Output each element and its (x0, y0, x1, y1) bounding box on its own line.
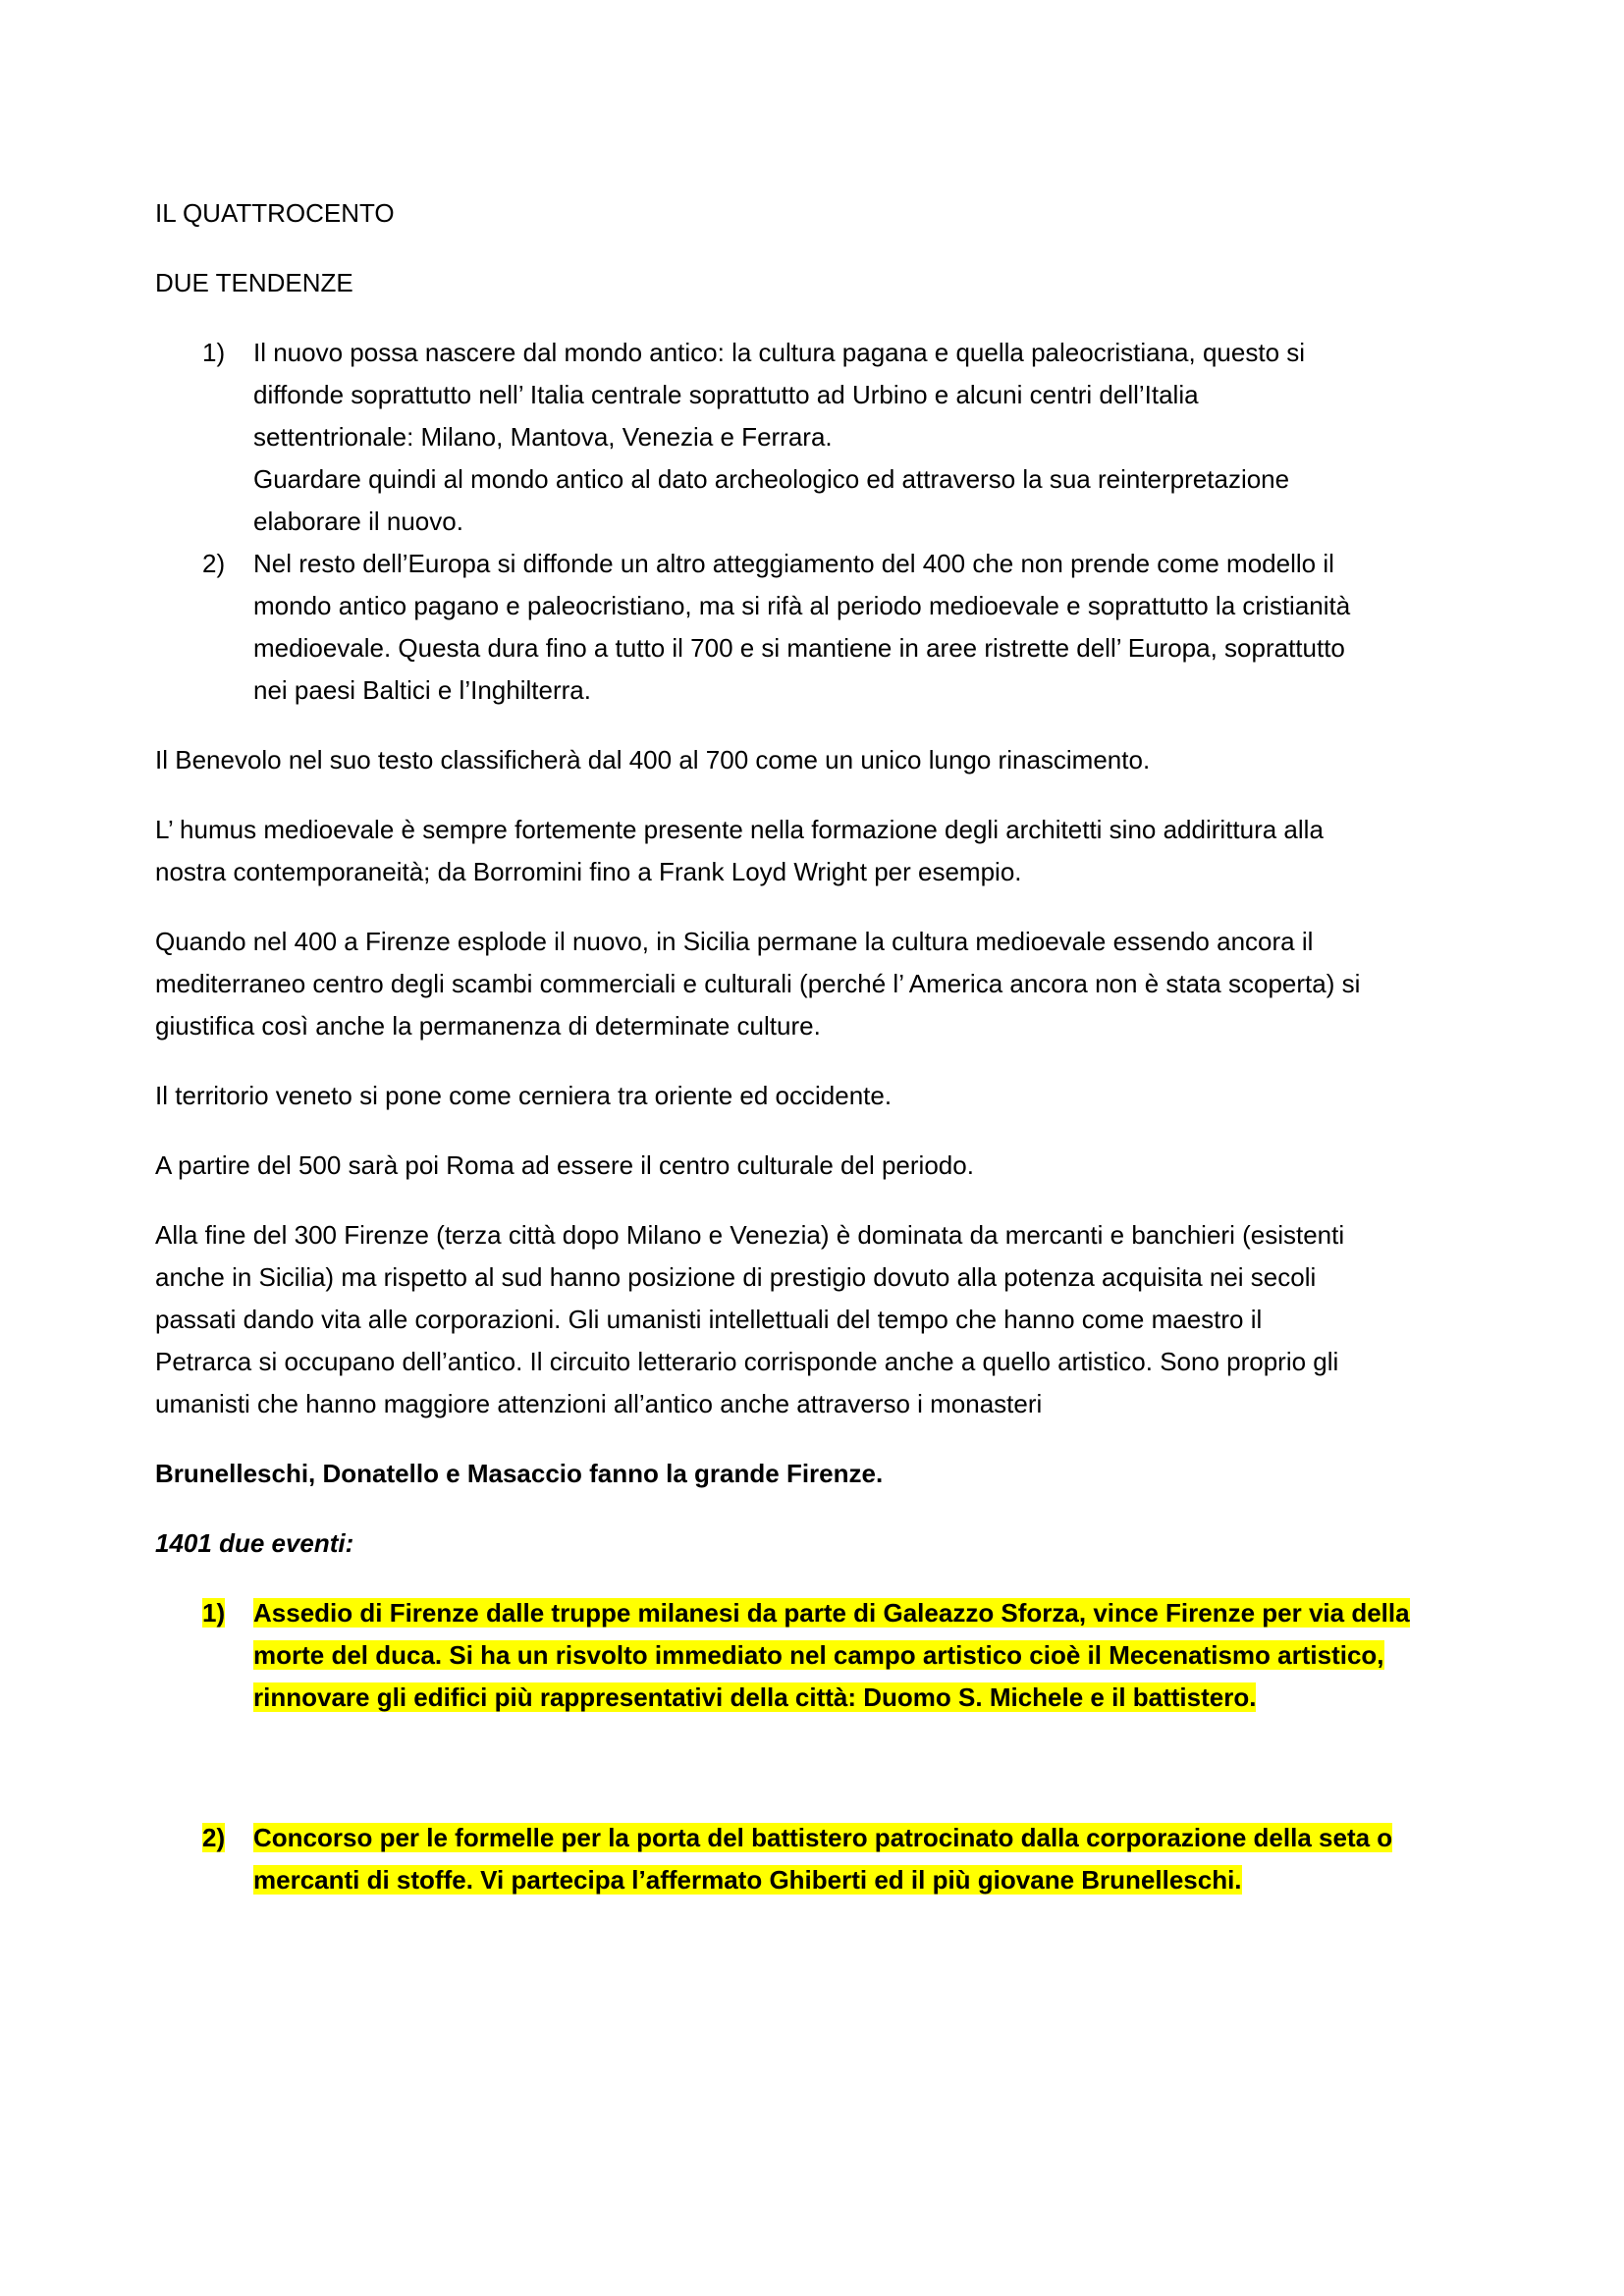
highlighted-number: 2) (202, 1823, 226, 1852)
events-heading: 1401 due eventi: (155, 1528, 354, 1558)
tendenze-list (155, 332, 1481, 712)
text-line: nostra contemporaneità; da Borromini fino a Frank Loyd Wright per esempio. (155, 857, 1022, 886)
text-line: L’ humus medioevale è sempre fortemente presente nella formazione degli architetti sino addirittura alla (155, 815, 1324, 844)
list-item (155, 1592, 1481, 1719)
text-line (253, 1677, 1481, 1719)
paragraph-humus (155, 809, 1481, 893)
text-line: Nel resto dell’Europa si diffonde un altro atteggiamento del 400 che non prende come modello il (253, 549, 1334, 578)
text-line: Il territorio veneto si pone come cerniera tra oriente ed occidente. (155, 1081, 893, 1110)
text-line: giustifica così anche la permanenza di determinate culture. (155, 1011, 821, 1041)
highlighted-text: mercanti di stoffe. Vi partecipa l’affermato Ghiberti ed il più giovane Brunelleschi. (253, 1865, 1242, 1895)
list-number: 1) (202, 338, 226, 367)
paragraph-sicilia (155, 921, 1481, 1047)
text-line: elaborare il nuovo. (253, 507, 463, 536)
text-line: mediterraneo centro degli scambi commerciali e culturali (perché l’ America ancora non è stata scoperta) si (155, 969, 1361, 998)
highlighted-number: 1) (202, 1598, 226, 1628)
text-line (253, 1592, 1481, 1634)
text-line: medioevale. Questa dura fino a tutto il 700 e si mantiene in aree ristrette dell’ Europa, soprattutto (253, 633, 1345, 663)
text-line: umanisti che hanno maggiore attenzioni all’antico anche attraverso i monasteri (155, 1389, 1043, 1418)
text-line: Il nuovo possa nascere dal mondo antico: la cultura pagana e quella paleocristiana, questo si (253, 338, 1306, 367)
text-line: Quando nel 400 a Firenze esplode il nuovo, in Sicilia permane la cultura medioevale essendo ancora il (155, 927, 1314, 956)
paragraph-veneto (155, 1075, 1481, 1117)
list-item (155, 1817, 1481, 1901)
text-line: Petrarca si occupano dell’antico. Il circuito letterario corrisponde anche a quello artistico. Sono proprio gli (155, 1347, 1339, 1376)
text-line: settentrionale: Milano, Mantova, Venezia e Ferrara. (253, 422, 833, 452)
list-item (155, 332, 1481, 543)
document-content (155, 192, 1481, 1901)
text-line: Il Benevolo nel suo testo classificherà dal 400 al 700 come un unico lungo rinascimento. (155, 745, 1151, 774)
text-line (253, 1817, 1481, 1859)
list-item (155, 543, 1481, 712)
text-line: passati dando vita alle corporazioni. Gli umanisti intellettuali del tempo che hanno come maestro il (155, 1305, 1263, 1334)
paragraph-benevolo (155, 739, 1481, 781)
bold-statement: Brunelleschi, Donatello e Masaccio fanno la grande Firenze. (155, 1459, 884, 1488)
list-number (202, 1592, 225, 1634)
text-line: anche in Sicilia) ma rispetto al sud hanno posizione di prestigio dovuto alla potenza acquisita nei secoli (155, 1262, 1317, 1292)
page-title: IL QUATTROCENTO (155, 198, 395, 228)
list-number: 2) (202, 549, 226, 578)
paragraph-firenze (155, 1214, 1481, 1425)
text-line: Alla fine del 300 Firenze (terza città dopo Milano e Venezia) è dominata da mercanti e banchieri (esistenti (155, 1220, 1345, 1250)
text-line (253, 1634, 1481, 1677)
text-line: A partire del 500 sarà poi Roma ad essere il centro culturale del periodo. (155, 1150, 974, 1180)
text-line: nei paesi Baltici e l’Inghilterra. (253, 675, 591, 705)
text-line: diffonde soprattutto nell’ Italia centrale soprattutto ad Urbino e alcuni centri dell’Italia (253, 380, 1199, 409)
list-number (202, 1817, 225, 1859)
spacer (155, 1719, 1481, 1817)
text-line: mondo antico pagano e paleocristiano, ma si rifà al periodo medioevale e soprattutto la cristianità (253, 591, 1351, 620)
highlighted-text: rinnovare gli edifici più rappresentativi della città: Duomo S. Michele e il battistero. (253, 1682, 1257, 1712)
highlighted-text: morte del duca. Si ha un risvolto immediato nel campo artistico cioè il Mecenatismo artistico, (253, 1640, 1384, 1670)
text-line (253, 1859, 1481, 1901)
highlighted-text: Concorso per le formelle per la porta del battistero patrocinato dalla corporazione della seta o (253, 1823, 1393, 1852)
paragraph-roma (155, 1145, 1481, 1187)
events-list (155, 1592, 1481, 1901)
highlighted-text: Assedio di Firenze dalle truppe milanesi da parte di Galeazzo Sforza, vince Firenze per via della (253, 1598, 1410, 1628)
text-line: Guardare quindi al mondo antico al dato archeologico ed attraverso la sua reinterpretazione (253, 464, 1290, 494)
section-subtitle: DUE TENDENZE (155, 268, 353, 297)
